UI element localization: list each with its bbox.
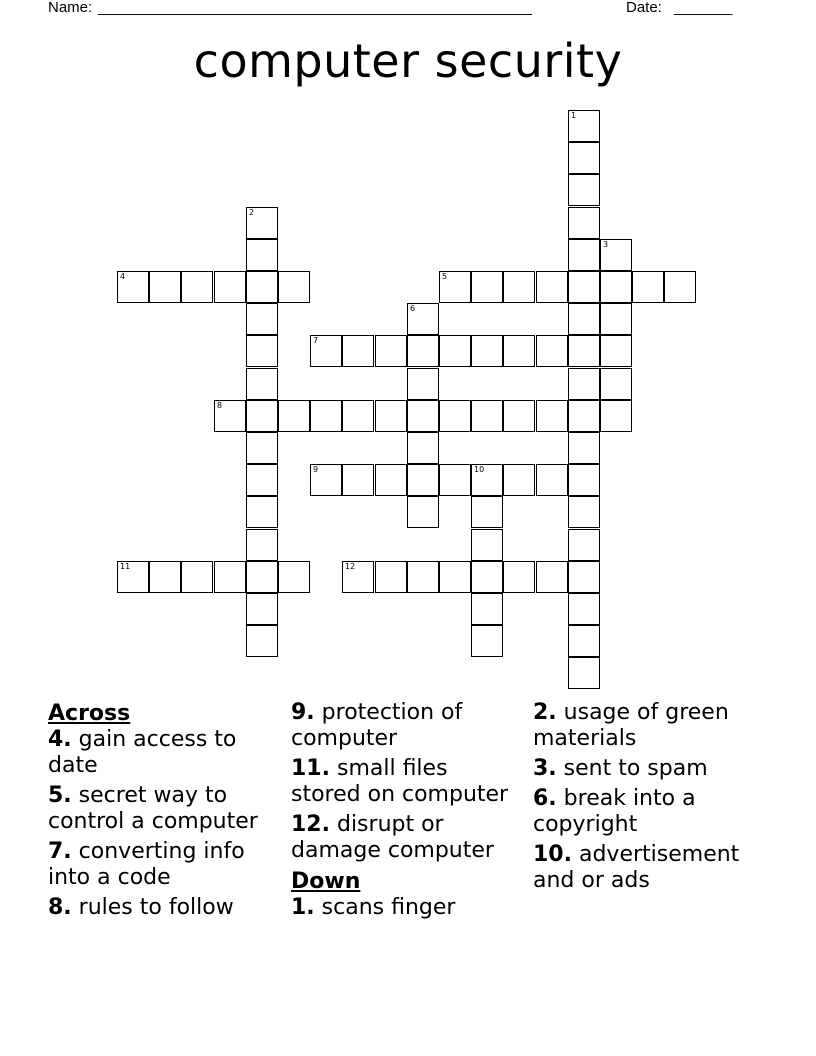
grid-cell[interactable]	[246, 464, 278, 496]
grid-cell[interactable]	[407, 432, 439, 464]
grid-cell[interactable]	[407, 561, 439, 593]
grid-cell[interactable]	[117, 561, 149, 593]
date-label: Date:	[626, 0, 662, 16]
grid-cell[interactable]	[439, 400, 471, 432]
grid-cell[interactable]	[568, 110, 600, 142]
clue-across-9: 9. protection of computer	[291, 700, 463, 751]
grid-cell[interactable]	[536, 464, 568, 496]
grid-cell[interactable]	[407, 464, 439, 496]
grid-cell[interactable]	[568, 271, 600, 303]
grid-cell[interactable]	[471, 529, 503, 561]
clue-across-7: 7. converting info into a code	[48, 839, 245, 890]
grid-cell[interactable]	[600, 335, 632, 367]
grid-cell[interactable]	[568, 303, 600, 335]
across-heading: Across	[48, 701, 131, 726]
grid-cell[interactable]	[471, 496, 503, 528]
grid-cell[interactable]	[503, 561, 535, 593]
grid-cell[interactable]	[568, 335, 600, 367]
clue-number: 3	[603, 240, 609, 249]
grid-cell[interactable]	[246, 239, 278, 271]
clue-number: 7	[313, 336, 319, 345]
name-label: Name:	[48, 0, 93, 16]
grid-cell[interactable]	[503, 335, 535, 367]
grid-cell[interactable]	[246, 335, 278, 367]
clue-down-1: 1. scans finger	[291, 895, 456, 920]
grid-cell[interactable]	[375, 400, 407, 432]
grid-cell[interactable]	[439, 561, 471, 593]
clue-across-4: 4. gain access to date	[48, 727, 237, 778]
grid-cell[interactable]	[246, 400, 278, 432]
grid-cell[interactable]	[600, 400, 632, 432]
grid-cell[interactable]	[342, 561, 374, 593]
clue-number: 9	[313, 465, 319, 474]
grid-cell[interactable]	[471, 593, 503, 625]
grid-cell[interactable]	[375, 335, 407, 367]
grid-cell[interactable]	[568, 239, 600, 271]
grid-cell[interactable]	[342, 464, 374, 496]
clue-number: 10	[474, 465, 485, 474]
clue-number: 6	[410, 304, 416, 313]
clue-number: 5	[442, 272, 448, 281]
grid-cell[interactable]	[471, 335, 503, 367]
grid-cell[interactable]	[632, 271, 664, 303]
grid-cell[interactable]	[600, 271, 632, 303]
grid-cell[interactable]	[246, 303, 278, 335]
grid-cell[interactable]	[503, 271, 535, 303]
grid-cell[interactable]	[568, 207, 600, 239]
grid-cell[interactable]	[181, 271, 213, 303]
grid-cell[interactable]	[568, 432, 600, 464]
grid-cell[interactable]	[568, 142, 600, 174]
grid-cell[interactable]	[181, 561, 213, 593]
clue-down-2: 2. usage of green materials	[533, 700, 729, 751]
grid-cell[interactable]	[310, 464, 342, 496]
grid-cell[interactable]	[375, 561, 407, 593]
grid-cell[interactable]	[600, 239, 632, 271]
grid-cell[interactable]	[600, 368, 632, 400]
clue-across-5: 5. secret way to control a computer	[48, 783, 258, 834]
grid-cell[interactable]	[246, 625, 278, 657]
grid-cell[interactable]	[342, 335, 374, 367]
grid-cell[interactable]	[439, 335, 471, 367]
clues-column-3	[533, 700, 773, 898]
grid-cell[interactable]	[214, 400, 246, 432]
grid-cell[interactable]	[278, 561, 310, 593]
clue-down-6: 6. break into a copyright	[533, 786, 696, 837]
grid-cell[interactable]	[246, 271, 278, 303]
grid-cell[interactable]	[471, 464, 503, 496]
grid-cell[interactable]	[439, 271, 471, 303]
clues-column-2	[291, 700, 521, 925]
grid-cell[interactable]	[568, 400, 600, 432]
grid-cell[interactable]	[407, 496, 439, 528]
clue-number: 8	[217, 401, 223, 410]
grid-cell[interactable]	[310, 335, 342, 367]
grid-cell[interactable]	[375, 464, 407, 496]
clue-across-8: 8. rules to follow	[48, 895, 234, 920]
grid-cell[interactable]	[568, 561, 600, 593]
grid-cell[interactable]	[568, 657, 600, 689]
grid-cell[interactable]	[246, 368, 278, 400]
grid-cell[interactable]	[503, 400, 535, 432]
grid-cell[interactable]	[568, 464, 600, 496]
grid-cell[interactable]	[536, 335, 568, 367]
grid-cell[interactable]	[568, 625, 600, 657]
grid-cell[interactable]	[214, 561, 246, 593]
name-line[interactable]: ____________________________________________________	[98, 0, 532, 16]
clue-down-10: 10. advertisement and or ads	[533, 842, 740, 893]
grid-cell[interactable]	[246, 432, 278, 464]
grid-cell[interactable]	[246, 561, 278, 593]
grid-cell[interactable]	[568, 593, 600, 625]
grid-cell[interactable]	[117, 271, 149, 303]
grid-cell[interactable]	[149, 561, 181, 593]
grid-cell[interactable]	[246, 207, 278, 239]
grid-cell[interactable]	[664, 271, 696, 303]
grid-cell[interactable]	[471, 561, 503, 593]
grid-cell[interactable]	[407, 303, 439, 335]
grid-cell[interactable]	[278, 400, 310, 432]
grid-cell[interactable]	[407, 335, 439, 367]
grid-cell[interactable]	[568, 174, 600, 206]
clue-across-12: 12. disrupt or damage computer	[291, 812, 494, 863]
clue-down-3: 3. sent to spam	[533, 756, 708, 781]
grid-cell[interactable]	[246, 529, 278, 561]
grid-cell[interactable]	[342, 400, 374, 432]
clue-number: 1	[571, 111, 577, 120]
grid-cell[interactable]	[568, 368, 600, 400]
grid-cell[interactable]	[503, 464, 535, 496]
down-heading: Down	[291, 869, 361, 894]
grid-cell[interactable]	[214, 271, 246, 303]
grid-cell[interactable]	[471, 400, 503, 432]
grid-cell[interactable]	[407, 400, 439, 432]
grid-cell[interactable]	[439, 464, 471, 496]
grid-cell[interactable]	[536, 400, 568, 432]
grid-cell[interactable]	[310, 400, 342, 432]
clues-column-1	[48, 700, 288, 925]
clue-across-11: 11. small files stored on computer	[291, 756, 509, 807]
grid-cell[interactable]	[278, 271, 310, 303]
grid-cell[interactable]	[246, 593, 278, 625]
grid-cell[interactable]	[600, 303, 632, 335]
grid-cell[interactable]	[407, 368, 439, 400]
grid-cell[interactable]	[246, 496, 278, 528]
grid-cell[interactable]	[568, 529, 600, 561]
grid-cell[interactable]	[149, 271, 181, 303]
grid-cell[interactable]	[471, 625, 503, 657]
clue-number: 12	[345, 562, 356, 571]
date-line[interactable]: _______	[674, 0, 733, 16]
grid-cell[interactable]	[471, 271, 503, 303]
clue-number: 11	[120, 562, 131, 571]
clue-number: 4	[120, 272, 126, 281]
grid-cell[interactable]	[568, 496, 600, 528]
puzzle-title: computer security	[193, 34, 623, 88]
grid-cell[interactable]	[536, 561, 568, 593]
grid-cell[interactable]	[536, 271, 568, 303]
clue-number: 2	[249, 208, 255, 217]
